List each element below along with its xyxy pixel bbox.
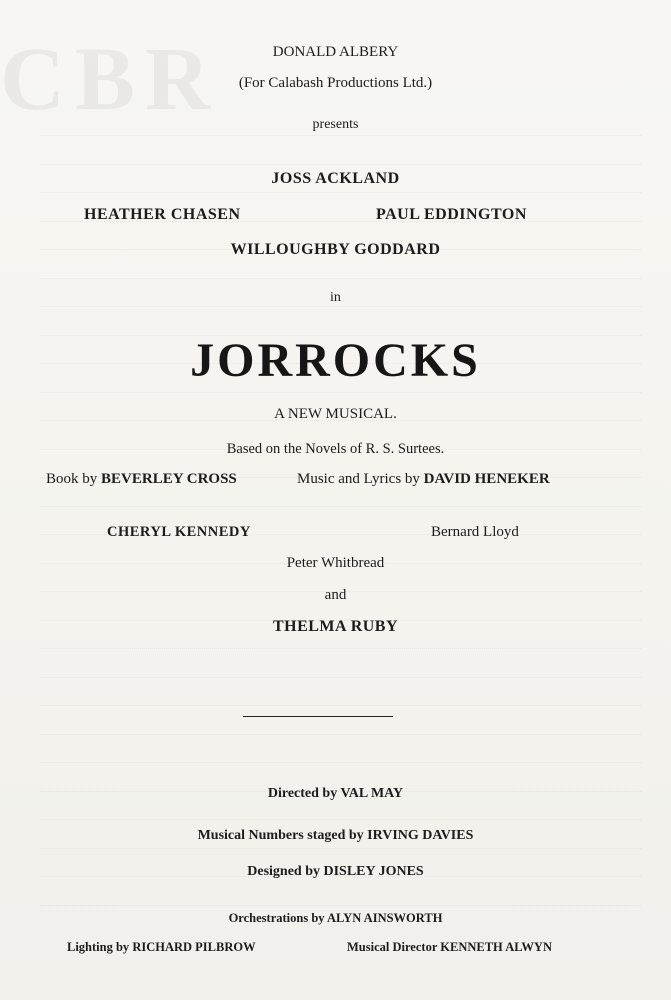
featured-left: CHERYL KENNEDY bbox=[107, 524, 251, 540]
music-credit bbox=[297, 471, 550, 488]
show-through-line bbox=[40, 135, 641, 146]
show-through-line bbox=[40, 848, 641, 859]
designer-credit bbox=[0, 864, 671, 880]
show-through-line bbox=[40, 648, 641, 659]
designer-prefix: Designed by bbox=[247, 864, 320, 879]
lighting-credit bbox=[67, 940, 256, 955]
show-through-lettering: CBR bbox=[0, 30, 221, 129]
divider-rule bbox=[243, 716, 393, 717]
show-title: JORROCKS bbox=[190, 334, 481, 387]
featured-last: THELMA RUBY bbox=[272, 618, 399, 635]
orchestrations-prefix: Orchestrations by bbox=[228, 911, 325, 925]
musical-numbers-name: IRVING DAVIES bbox=[367, 828, 474, 843]
lead-star: JOSS ACKLAND bbox=[271, 170, 400, 187]
show-through-line bbox=[40, 392, 641, 403]
lighting-name: RICHARD PILBROW bbox=[132, 940, 256, 954]
music-credit-prefix: Music and Lyrics by bbox=[297, 471, 420, 487]
orchestrations-name: ALYN AINSWORTH bbox=[326, 911, 443, 925]
book-credit bbox=[46, 471, 237, 488]
show-through-line bbox=[40, 278, 641, 289]
musical-numbers-credit bbox=[0, 828, 671, 844]
featured-right: Bernard Lloyd bbox=[431, 524, 519, 540]
musical-director-name: KENNETH ALWYN bbox=[440, 940, 552, 954]
show-through-line bbox=[40, 306, 641, 317]
show-through-line bbox=[40, 734, 641, 745]
lighting-prefix: Lighting by bbox=[67, 940, 130, 954]
show-through-line bbox=[40, 677, 641, 688]
music-credit-name: DAVID HENEKER bbox=[423, 471, 550, 487]
book-credit-name: BEVERLEY CROSS bbox=[101, 471, 237, 487]
production-company: (For Calabash Productions Ltd.) bbox=[238, 75, 433, 91]
designer-name: DISLEY JONES bbox=[323, 864, 424, 879]
based-on-text: Based on the Novels of R. S. Surtees. bbox=[226, 441, 445, 457]
and-text: and bbox=[324, 587, 347, 603]
musical-numbers-prefix: Musical Numbers staged by bbox=[197, 828, 364, 843]
star-right: PAUL EDDINGTON bbox=[376, 206, 527, 223]
musical-director-credit bbox=[347, 940, 552, 955]
producer-name: DONALD ALBERY bbox=[272, 44, 399, 60]
director-prefix: Directed by bbox=[267, 786, 338, 801]
show-through-line bbox=[40, 192, 641, 203]
show-through-line bbox=[40, 506, 641, 517]
book-credit-prefix: Book by bbox=[46, 471, 98, 487]
show-through-line bbox=[40, 762, 641, 773]
star-left: HEATHER CHASEN bbox=[84, 206, 241, 223]
show-subtitle: A NEW MUSICAL. bbox=[274, 406, 397, 422]
show-through-line bbox=[40, 705, 641, 716]
director-credit bbox=[0, 786, 671, 802]
presents-text: presents bbox=[312, 117, 359, 132]
featured-center: Peter Whitbread bbox=[286, 555, 385, 571]
musical-director-prefix: Musical Director bbox=[347, 940, 438, 954]
orchestrations-credit bbox=[0, 911, 671, 926]
director-name: VAL MAY bbox=[340, 786, 404, 801]
in-text: in bbox=[330, 290, 341, 305]
star-third: WILLOUGHBY GODDARD bbox=[230, 241, 441, 258]
